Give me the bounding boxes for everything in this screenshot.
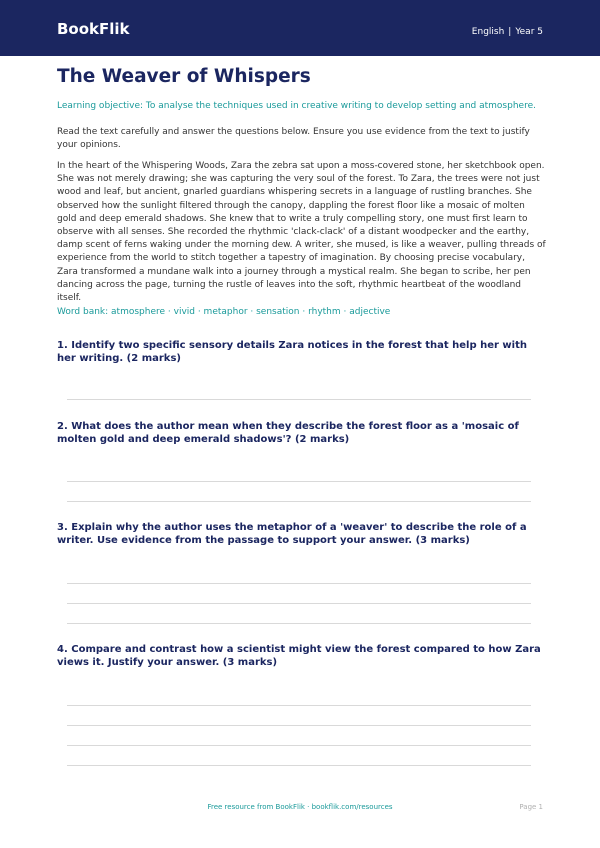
answer-line[interactable]	[67, 399, 531, 400]
subject-label: English	[471, 27, 505, 37]
footer-credit[interactable]: Free resource from BookFlik · bookflik.com/resources	[207, 803, 393, 811]
reading-passage: In the heart of the Whispering Woods, Zara the zebra sat upon a moss-covered stone, her sketchbook open. She was not merely drawing; she was capturing the very soul of the forest. To Zara, the trees were not just wood and leaf, but ancient, gnarled guardians whispering secrets in a language of rustling branches. She observed how the sunlight filtered through the canopy, dappling the forest floor like a mosaic of molten gold and deep emerald shadows. She knew that to write a truly compelling story, one must first learn to observe with all senses. She recorded the rhythmic 'clack-clack' of a distant woodpecker and the earthy, damp scent of ferns waking under the morning dew. A writer, she mused, is like a weaver, pulling threads of experience from the world to stitch together a tapestry of imagination. By choosing precise vocabulary, Zara transformed a mundane walk into a journey through a mystical realm. She began to scribe, her pen dancing across the page, turning the rustle of leaves into the soft, rhythmic heartbeat of the woodland itself.	[57, 161, 546, 304]
answer-line[interactable]	[67, 481, 531, 482]
answer-line[interactable]	[67, 705, 531, 706]
meta-separator: |	[508, 27, 512, 37]
word-bank: Word bank: atmosphere · vivid · metaphor · sensation · rhythm · adjective	[57, 307, 391, 317]
instructions: Read the text carefully and answer the questions below. Ensure you use evidence from the text to justify your opinions.	[57, 127, 530, 151]
page-number: Page 1	[519, 803, 543, 811]
year-label: Year 5	[515, 27, 543, 37]
question-3: 3. Explain why the author uses the metaphor of a 'weaver' to describe the role of a writer. Use evidence from the passage to support your answer. (3 marks)	[57, 522, 527, 546]
question-1: 1. Identify two specific sensory details Zara notices in the forest that help her with her writing. (2 marks)	[57, 340, 527, 364]
answer-line[interactable]	[67, 501, 531, 502]
learning-objective: Learning objective: To analyse the techniques used in creative writing to develop setting and atmosphere.	[57, 101, 536, 111]
question-4: 4. Compare and contrast how a scientist might view the forest compared to how Zara views it. Justify your answer. (3 marks)	[57, 644, 541, 668]
page-header	[0, 0, 600, 56]
worksheet-title: The Weaver of Whispers	[57, 66, 311, 87]
subject-year-label	[472, 28, 543, 37]
answer-line[interactable]	[67, 623, 531, 624]
answer-line[interactable]	[67, 725, 531, 726]
answer-line[interactable]	[67, 583, 531, 584]
answer-line[interactable]	[67, 765, 531, 766]
brand-logo[interactable]: BookFlik	[57, 20, 130, 38]
question-2: 2. What does the author mean when they describe the forest floor as a 'mosaic of molten gold and deep emerald shadows'? (2 marks)	[57, 421, 519, 445]
answer-line[interactable]	[67, 603, 531, 604]
answer-line[interactable]	[67, 745, 531, 746]
